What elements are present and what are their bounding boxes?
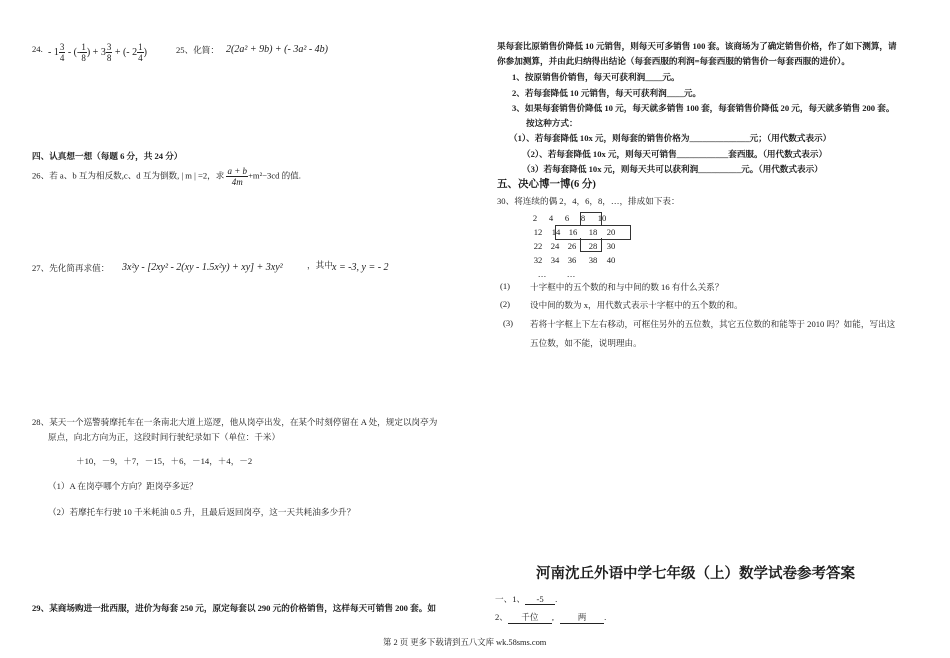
q30-sub3-line1: 若将十字框上下左右移动，可框住另外的五位数，其它五位数的和能等于 2010 吗？如能，写出这 <box>530 319 896 329</box>
q25-expression: 2(2a² + 9b) + (- 3a² - 4b) <box>226 44 328 55</box>
q28-data: ＋10，－9，＋7，－15，＋6，－14，＋4，－2 <box>76 456 253 466</box>
q27-where: ，其中 <box>307 260 333 270</box>
answer-2-value1: 千位 <box>508 611 552 624</box>
q29-line1: 29、某商场购进一批西服，进价为每套 250 元，原定每套以 290 元的价格销售，这样每天可销售 200 套。如 <box>32 603 436 613</box>
q24-expression: - 1 $\frac{3}{4}$ - (- $\frac{1}{8}$ ) + 3 $\frac{3}{8}$ + (- 2 $\frac{1}{4}$ ) <box>48 42 147 63</box>
answer-2-value2: 两 <box>560 611 604 624</box>
q26: 26、若 a、b 互为相反数,c、d 互为倒数, | m | =2，求 $\frac{a + b}{4m}$ +m²−3cd 的值. <box>32 166 301 187</box>
q29-sub2: （2）、若每套降低 10x 元，则每天可销售____________套西服。（用代数式表示） <box>522 149 828 159</box>
q26-fraction: $\frac{a + b}{4m}$ <box>227 166 248 187</box>
q29-sub1: （1）、若每套降低 10x 元，则每套的销售价格为______________元；（用代数式表示） <box>509 133 832 143</box>
answer-1: 一、1、 -5 . <box>495 594 558 604</box>
answer-title: 河南沈丘外语中学七年级（上）数学试卷参考答案 <box>536 566 855 582</box>
answer-2: 2、 千位 , 两 . <box>495 612 607 622</box>
q27-label: 27、先化简再求值： <box>32 263 110 273</box>
q30-sub1-label: (1) <box>500 281 511 291</box>
q30-sub2-label: (2) <box>500 299 511 309</box>
page-footer: 第 2 页 更多下载请到五八文库 wk.58sms.com <box>383 638 547 647</box>
q28-sub2: （2）若摩托车行驶 10 千米耗油 0.5 升，且最后返回岗亭，这一天共耗油多少升？ <box>48 507 356 517</box>
q29-method: 按这种方式： <box>526 118 578 128</box>
section5-title: 五、决心博一博(6 分) <box>497 179 596 190</box>
answer-1-value: -5 <box>525 594 555 605</box>
q30-sub2: 设中间的数为 x，用代数式表示十字框中的五个数的和。 <box>530 300 743 310</box>
q29-item3: 3、如果每套销售价降低 10 元，每天就多销售 100 套，每套销售价降低 20 元，每天就多销售 200 套。 <box>512 103 895 113</box>
q28-sub1: （1）A 在岗亭哪个方向？距岗亭多远？ <box>48 481 198 491</box>
q27-expression: 3x²y - [2xy² - 2(xy - 1.5x²y) + xy] + 3xy² <box>122 262 283 273</box>
q29-line2: 果每套比原销售价降低 10 元销售，则每天可多销售 100 套。该商场为了确定销售价格，作了如下测算，请 <box>497 41 897 51</box>
q30-sub3-line2: 五位数，如不能，说明理由。 <box>530 338 642 348</box>
cross-frame-bottom <box>580 238 602 252</box>
q29-sub3: （3）若每套降低 10x 元，则每天共可以获利润__________元。（用代数式表示） <box>522 164 823 174</box>
section4-title: 四、认真想一想（每题 6 分，共 24 分） <box>32 151 183 161</box>
cross-frame-top <box>580 212 602 226</box>
q30-intro: 30、将连续的偶 2，4，6，8，…，排成如下表： <box>497 196 680 206</box>
q28-line2: 原点，向北方向为正，这段时间行驶纪录如下（单位：千米） <box>48 432 281 442</box>
q29-line3: 你参加测算，并由此归纳得出结论（每套西服的利润=每套西服的销售价一每套西服的进价）。 <box>497 56 850 66</box>
q29-item2: 2、若每套降低 10 元销售，每天可获利润____元。 <box>512 88 702 98</box>
q30-sub3-label: (3) <box>503 318 514 328</box>
q25-label: 25、化简： <box>176 45 219 55</box>
q24 <box>32 44 43 54</box>
q28-line1: 28、某天一个巡警骑摩托车在一条南北大道上巡逻，他从岗亭出发，在某个时刻停留在 A 处，规定以岗亭为 <box>32 417 438 427</box>
q29-item1: 1、按原销售价销售，每天可获利润____元。 <box>512 72 680 82</box>
q27-values: x = -3, y = - 2 <box>332 262 389 273</box>
q24-label: 24. <box>32 44 43 54</box>
q30-sub1: 十字框中的五个数的和与中间的数 16 有什么关系？ <box>530 282 724 292</box>
